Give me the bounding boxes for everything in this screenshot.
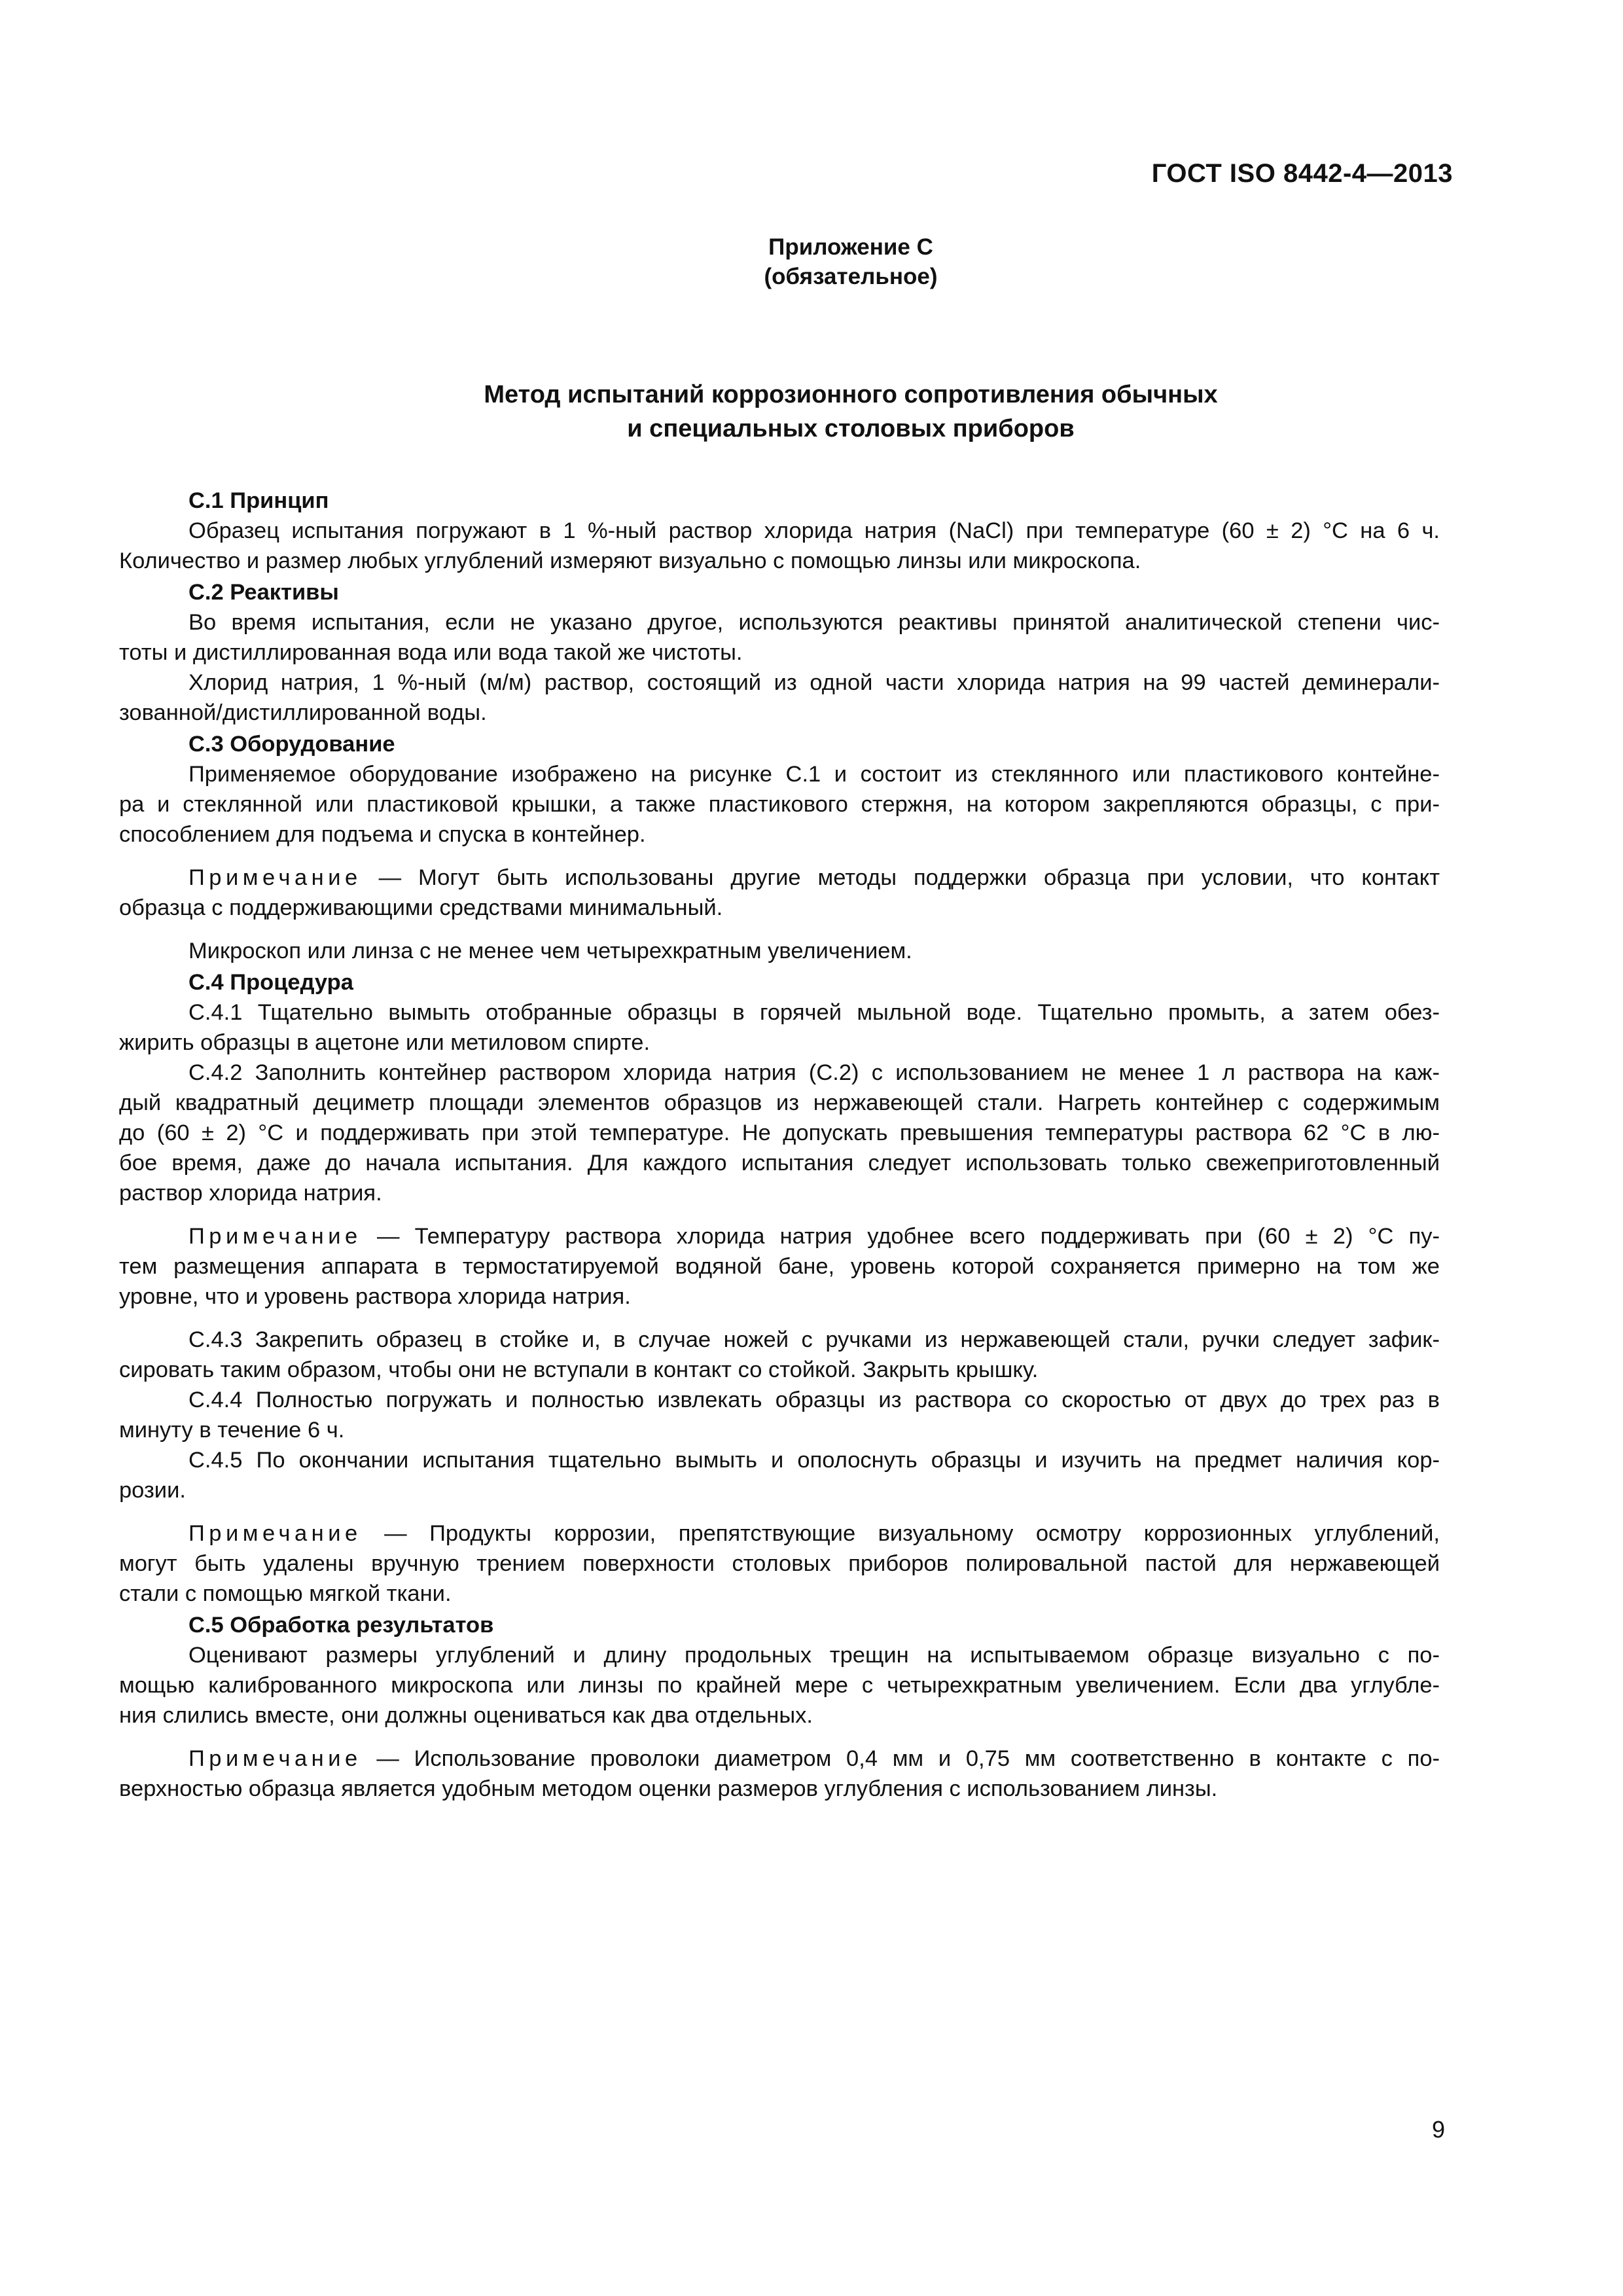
text-line: С.4.3 Закрепить образец в стойке и, в случае ножей с ручками из нержавеющей стали, ручки следует зафик- — [188, 1327, 1440, 1352]
spacer — [119, 1731, 1440, 1744]
text-line — [119, 863, 1440, 893]
section-c4-note-2 — [119, 1518, 1440, 1609]
text-line: С.4.1 Тщательно вымыть отобранные образцы в горячей мыльной воде. Тщательно промыть, а затем обез- — [188, 1000, 1440, 1025]
text-line — [119, 1744, 1440, 1774]
section-c3-paragraph-1 — [119, 759, 1440, 850]
annex-status: (обязательное) — [764, 264, 938, 289]
note-text: — Температуру раствора хлорида натрия удобнее всего поддерживать при (60 ± 2) °С пу- — [376, 1224, 1440, 1249]
section-heading-c4: С.4 Процедура — [188, 970, 353, 995]
text-line: стали с помощью мягкой ткани. — [119, 1581, 452, 1606]
note-label: Примечание — [188, 1746, 362, 1771]
text-line: тоты и дистиллированная вода или вода такой же чистоты. — [119, 640, 743, 665]
title-line-1: Метод испытаний коррозионного сопротивления обычных — [484, 381, 1218, 408]
text-line: Оценивают размеры углублений и длину продольных трещин на испытываемом образце визуально с по- — [188, 1643, 1440, 1668]
section-heading-c5: С.5 Обработка результатов — [188, 1613, 494, 1638]
text-line: раствор хлорида натрия. — [119, 1181, 382, 1206]
section-heading-c2: С.2 Реактивы — [188, 580, 339, 605]
spacer — [119, 850, 1440, 863]
note-text: — Продукты коррозии, препятствующие визуальному осмотру коррозионных углублений, — [384, 1521, 1440, 1546]
clause-c43 — [119, 1325, 1440, 1385]
standard-id: ГОСТ ISO 8442-4—2013 — [1151, 159, 1453, 188]
section-heading-c3: С.3 Оборудование — [188, 732, 395, 757]
document-title — [0, 378, 1623, 446]
text-line: зованной/дистиллированной воды. — [119, 700, 487, 725]
text-line: минуту в течение 6 ч. — [119, 1418, 345, 1443]
text-line — [119, 1518, 1440, 1549]
section-c2-paragraph-1 — [119, 607, 1440, 668]
spacer — [119, 1312, 1440, 1325]
text-line: Применяемое оборудование изображено на рисунке С.1 и состоит из стеклянного или пластикового контейне- — [188, 762, 1440, 787]
text-line: С.4.2 Заполнить контейнер раствором хлорида натрия (С.2) с использованием не менее 1 л раствора на каж- — [188, 1060, 1440, 1085]
text-line: ния слились вместе, они должны оцениваться как два отдельных. — [119, 1703, 813, 1728]
section-c3-paragraph-2 — [119, 936, 1440, 966]
section-heading-c1: С.1 Принцип — [188, 488, 329, 513]
section-c4-note-1 — [119, 1221, 1440, 1312]
annex-label: Приложение С — [768, 234, 933, 260]
section-c5-paragraph-1 — [119, 1640, 1440, 1731]
text-line: Микроскоп или линза с не менее чем четырехкратным увеличением. — [188, 939, 912, 963]
clause-c42 — [119, 1058, 1440, 1208]
section-c3-note — [119, 863, 1440, 923]
text-line: Количество и размер любых углублений измеряют визуально с помощью линзы или микроскопа. — [119, 548, 1141, 573]
note-label: Примечание — [188, 1224, 362, 1249]
clause-c44 — [119, 1385, 1440, 1445]
text-line: жирить образцы в ацетоне или метиловом спирте. — [119, 1030, 651, 1055]
text-line: С.4.5 По окончании испытания тщательно вымыть и ополоснуть образцы и изучить на предмет наличия кор- — [188, 1448, 1440, 1473]
text-line: образца с поддерживающими средствами минимальный. — [119, 895, 723, 920]
text-line: дый квадратный дециметр площади элементов образцов из нержавеющей стали. Нагреть контейнер с содержимым — [119, 1090, 1440, 1115]
text-line: розии. — [119, 1478, 186, 1503]
text-line: Во время испытания, если не указано другое, используются реактивы принятой аналитической степени чис- — [188, 610, 1440, 635]
text-line: тем размещения аппарата в термостатируемой водяной бане, уровень которой сохраняется примерно на том же — [119, 1254, 1440, 1279]
annex-heading — [0, 232, 1623, 291]
text-line: бое время, даже до начала испытания. Для каждого испытания следует использовать только свежеприготовленный — [119, 1151, 1440, 1175]
text-line: ра и стеклянной или пластиковой крышки, а также пластикового стержня, на котором закрепляются образцы, с при- — [119, 792, 1440, 817]
document-body — [119, 484, 1440, 1804]
spacer — [119, 1505, 1440, 1518]
clause-c41 — [119, 997, 1440, 1058]
text-line: мощью калиброванного микроскопа или линзы по крайней мере с четырехкратным увеличением. Если два углубле- — [119, 1673, 1440, 1698]
text-line: способлением для подъема и спуска в контейнер. — [119, 822, 646, 847]
text-line — [119, 1221, 1440, 1251]
text-line: С.4.4 Полностью погружать и полностью извлекать образцы из раствора со скоростью от двух до трех раз в — [188, 1388, 1440, 1412]
section-c5-note — [119, 1744, 1440, 1804]
clause-c45 — [119, 1445, 1440, 1505]
text-line: могут быть удалены вручную трением поверхности столовых приборов полировальной пастой для нержавеющей — [119, 1551, 1440, 1576]
note-text: — Могут быть использованы другие методы поддержки образца при условии, что контакт — [378, 865, 1440, 890]
note-label: Примечание — [188, 1521, 362, 1546]
spacer — [119, 923, 1440, 936]
section-c2-paragraph-2 — [119, 668, 1440, 728]
text-line: уровне, что и уровень раствора хлорида натрия. — [119, 1284, 631, 1309]
text-line: сировать таким образом, чтобы они не вступали в контакт со стойкой. Закрыть крышку. — [119, 1357, 1039, 1382]
text-line: верхностью образца является удобным методом оценки размеров углубления с использованием линзы. — [119, 1776, 1218, 1801]
section-c1-text — [119, 516, 1440, 576]
text-line: до (60 ± 2) °С и поддерживать при этой температуре. Не допускать превышения температуры раствора 62 °С в лю- — [119, 1121, 1440, 1145]
page-number: 9 — [1431, 2116, 1445, 2143]
note-label: Примечание — [188, 865, 362, 890]
title-line-2: и специальных столовых приборов — [627, 415, 1075, 442]
text-line: Хлорид натрия, 1 %-ный (м/м) раствор, состоящий из одной части хлорида натрия на 99 частей деминерали- — [188, 670, 1440, 695]
text-line: Образец испытания погружают в 1 %-ный раствор хлорида натрия (NaCl) при температуре (60 ± 2) °С на 6 ч. — [188, 518, 1440, 543]
note-text: — Использование проволоки диаметром 0,4 мм и 0,75 мм соответственно в контакте с по- — [376, 1746, 1440, 1771]
spacer — [119, 1208, 1440, 1221]
